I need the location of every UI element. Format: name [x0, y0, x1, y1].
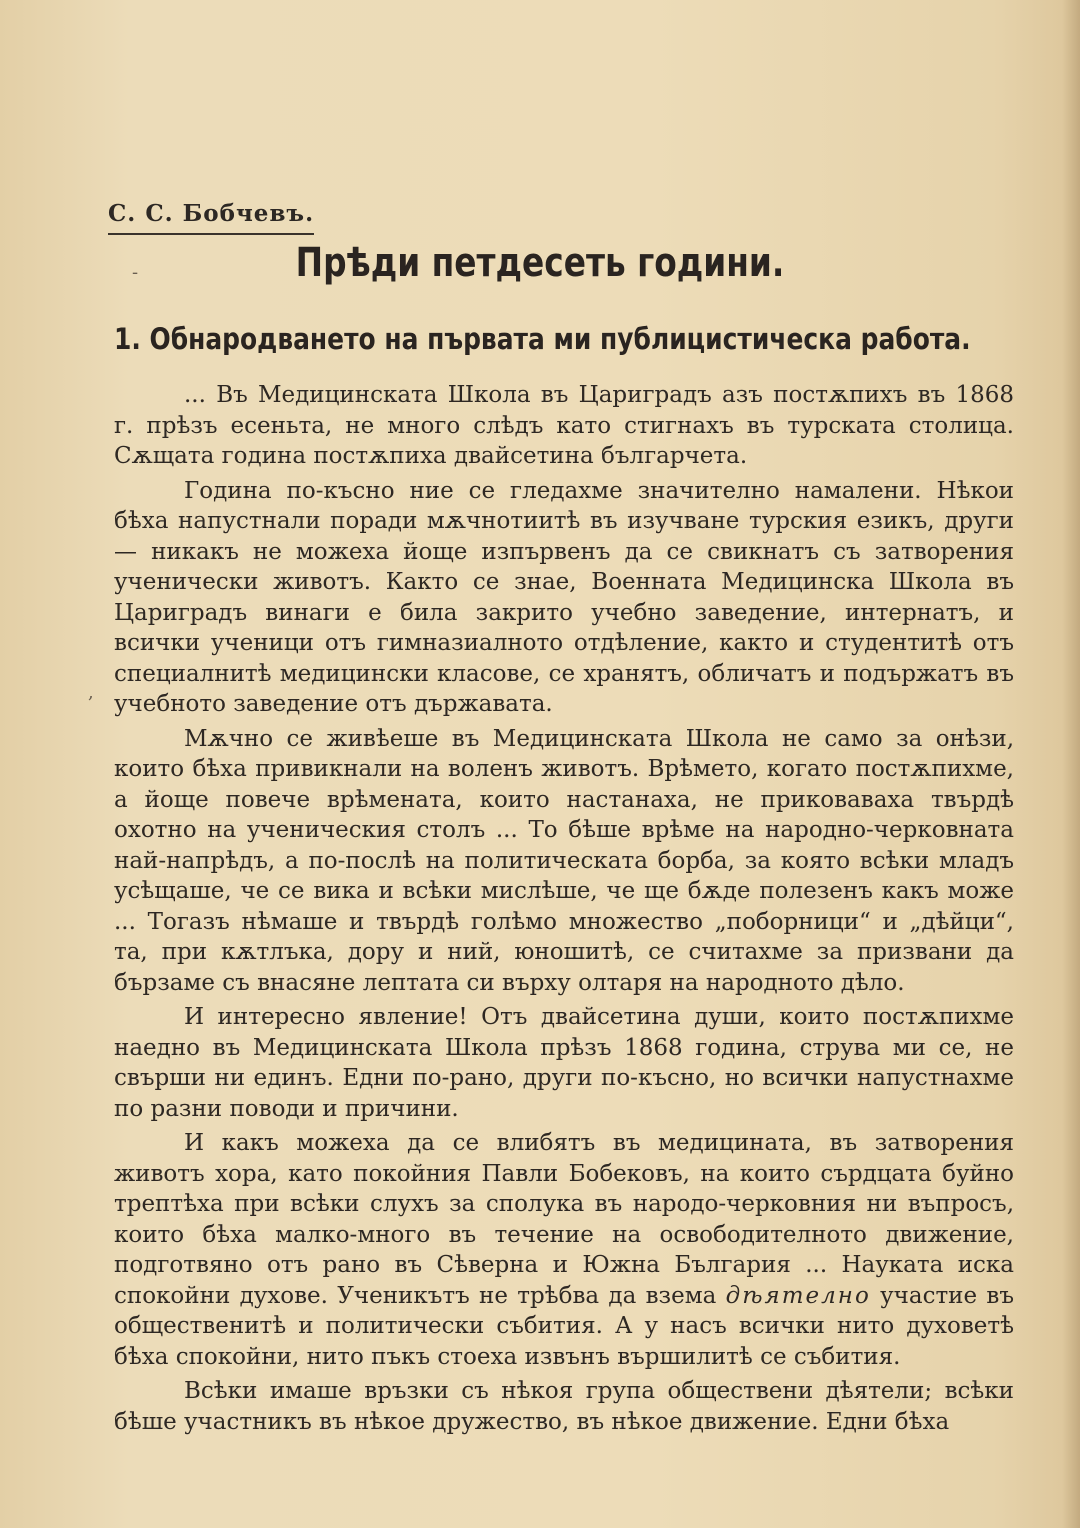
- section-heading: 1. Обнародването на първата ми публицистическа работа.: [114, 322, 971, 356]
- paragraph-5: [114, 1128, 1014, 1372]
- paragraph-6: Всѣки имаше връзки съ нѣкоя група обществени дѣятели; всѣки бѣше участникъ въ нѣкое дружество, въ нѣкое движение. Едни бѣха: [114, 1378, 1014, 1435]
- paragraph-1: ... Въ Медицинската Школа въ Цариградъ азъ постѫпихъ въ 1868 г. прѣзъ есеньта, не много слѣдъ като стигнахъ въ турската столица. Сѫщата година постѫпиха двайсетина българчета.: [114, 382, 1014, 469]
- article-title: Прѣди петдесеть години.: [295, 240, 785, 286]
- print-mark: ,: [88, 682, 94, 703]
- paragraph-5-text-after: участие въ общественитѣ и политически събития. А у насъ всички нито духоветѣ бѣха спокойни, нито пъкъ стоеха извънъ вършилитѣ се събития.: [114, 1282, 1015, 1370]
- emphasized-word: дѣятелно: [725, 1282, 871, 1309]
- page-edge-shadow: [1062, 0, 1080, 1528]
- article-body: [114, 380, 1014, 1441]
- paragraph-2: Година по-късно ние се гледахме значително намалени. Нѣкои бѣха напустнали поради мѫчнотиитѣ въ изучване турския езикъ, други — никакъ не можеха йоще изпървенъ да се свикнатъ съ затворения ученически животъ. Както се знае, Военната Медицинска Школа въ Цариградъ винаги е била закрито учебно заведение, интернатъ, и всички ученици отъ гимназиалното отдѣление, както и студентитѣ отъ специалнитѣ медицински класове, се хранятъ, обличатъ и подържатъ въ учебното заведение отъ държавата.: [114, 477, 1014, 717]
- author-name: С. С. Бобчевъ.: [108, 200, 314, 235]
- paragraph-3: Мѫчно се живѣеше въ Медицинската Школа не само за онѣзи, които бѣха привикнали на воленъ животъ. Врѣмето, когато постѫпихме, а йоще повече врѣмената, които настанаха, не приковаваха твърдѣ охотно на ученическия столъ ... То бѣше врѣме на народно-черковната най-напрѣдъ, а по-послѣ на политическата борба, за която всѣки младъ усѣщаше, че се вика и всѣки мислѣше, че ще бѫде полезенъ какъ може ... Тогазъ нѣмаше и твърдѣ голѣмо множество „поборници“ и „дѣйци“, та, при кѫтлъка, дору и ний, юношитѣ, се считахме за призвани да бързаме съ внасяне лептата си върху олтаря на народното дѣло.: [114, 725, 1014, 996]
- paragraph-5-text-before: И какъ можеха да се влибятъ въ медицината, въ затворения животъ хора, като покойния Павли Бобековъ, на които сърдцата буйно трептѣха при всѣки слухъ за сполука въ народо-черковния ни въпросъ, които бѣха малко-много въ течение на освободителното движение, подготвяно отъ рано въ Сѣверна и Южна България ... Науката иска спокойни духове. Ученикътъ не трѣбва да взема: [114, 1130, 1014, 1309]
- print-mark: -: [132, 262, 139, 283]
- paragraph-4: И интересно явление! Отъ двайсетина души, които постѫпихме наедно въ Медицинската Школа прѣзъ 1868 година, струва ми се, не свърши ни единъ. Едни по-рано, други по-късно, но всички напустнахме по разни поводи и причини.: [114, 1004, 1014, 1122]
